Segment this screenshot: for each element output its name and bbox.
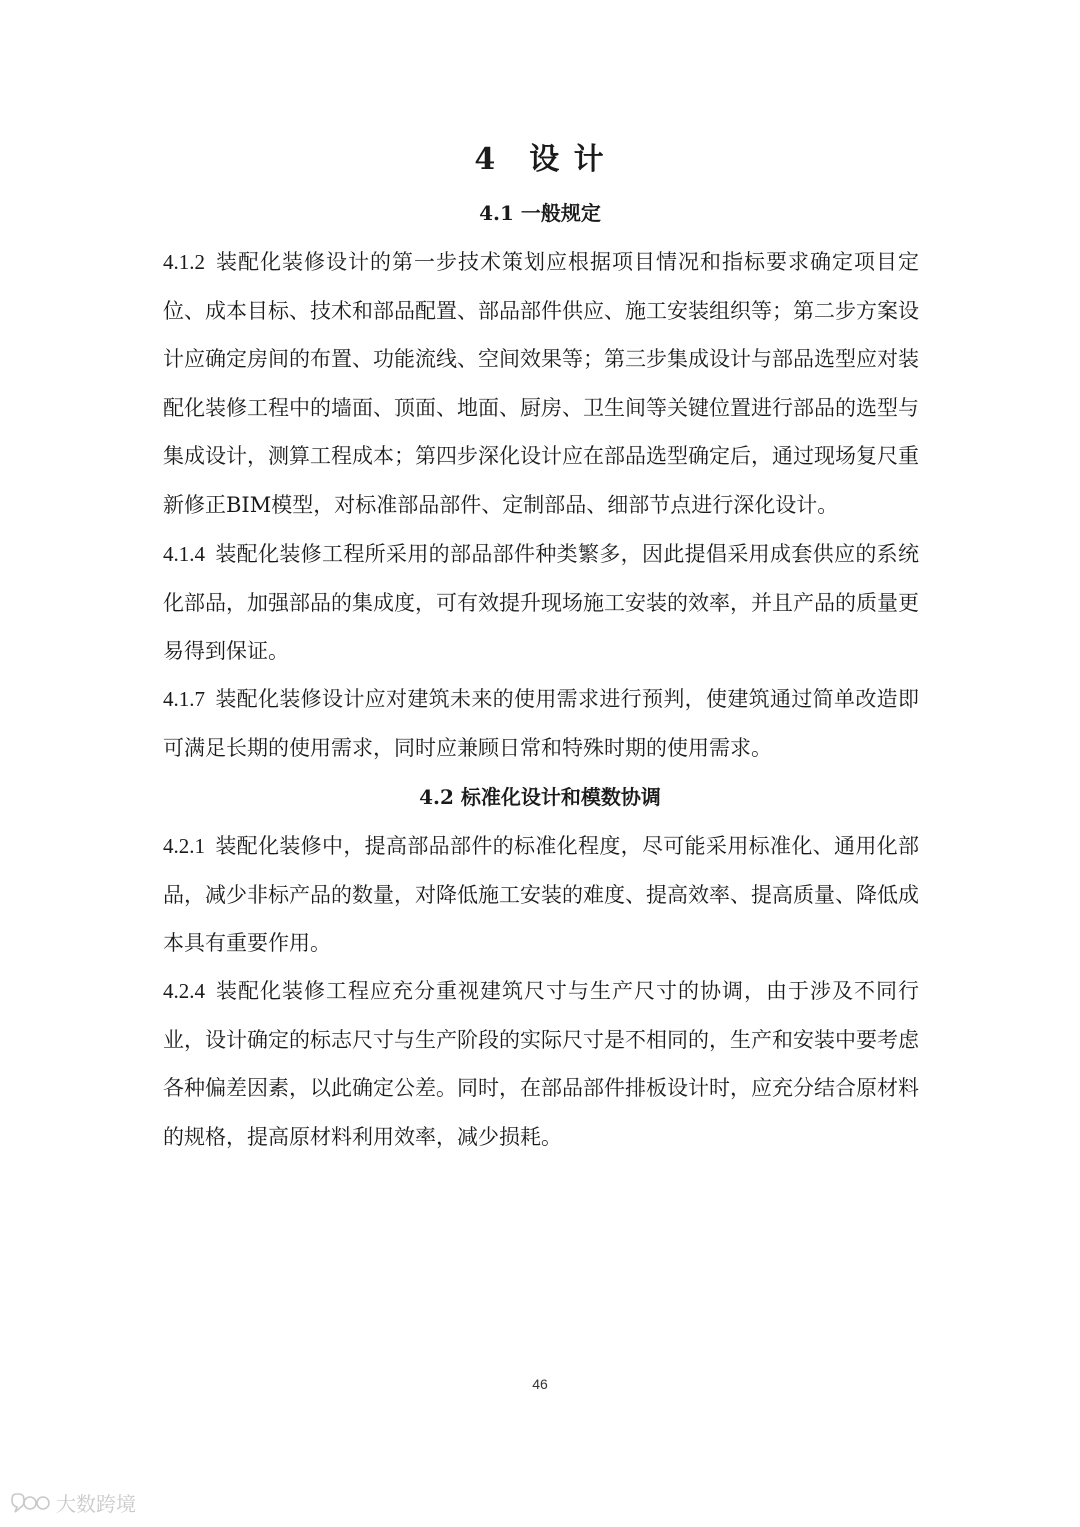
clause-number: 4.1.2 <box>163 250 205 274</box>
clause-4-1-2 <box>163 238 919 529</box>
page-number: 46 <box>532 1376 548 1392</box>
clause-text: 装配化装修设计的第一步技术策划应根据项目情况和指标要求确定项目定位、成本目标、技术和部品配置、部品部件供应、施工安装组织等；第二步方案设计应确定房间的布置、功能流线、空间效果等；第三步集成设计与部品选型应对装配化装修工程中的墙面、顶面、地面、厨房、卫生间等关键位置进行部品的选型与集成设计，测算工程成本；第四步深化设计应在部品选型确定后，通过现场复尺重新修正BIM模型，对标准部品部件、定制部品、细部节点进行深化设计。 <box>163 250 919 517</box>
clause-text: 装配化装修设计应对建筑未来的使用需求进行预判，使建筑通过简单改造即可满足长期的使用需求，同时应兼顾日常和特殊时期的使用需求。 <box>163 687 919 760</box>
clause-text: 装配化装修中，提高部品部件的标准化程度，尽可能采用标准化、通用化部品，减少非标产品的数量，对降低施工安装的难度、提高效率、提高质量、降低成本具有重要作用。 <box>163 834 919 955</box>
clause-number: 4.2.1 <box>163 834 205 858</box>
clause-text: 装配化装修工程所采用的部品部件种类繁多，因此提倡采用成套供应的系统化部品，加强部品的集成度，可有效提升现场施工安装的效率，并且产品的质量更易得到保证。 <box>163 542 919 663</box>
watermark <box>10 1488 136 1517</box>
watermark-text: 大数跨境 <box>56 1492 136 1516</box>
chapter-title: 4 设 计 <box>474 142 606 177</box>
clause-number: 4.1.4 <box>163 542 205 566</box>
clause-4-1-4 <box>163 530 919 676</box>
clause-number: 4.2.4 <box>163 979 205 1003</box>
clause-text: 装配化装修工程应充分重视建筑尺寸与生产尺寸的协调，由于涉及不同行业，设计确定的标志尺寸与生产阶段的实际尺寸是不相同的，生产和安装中要考虑各种偏差因素，以此确定公差。同时，在部品部件排板设计时，应充分结合原材料的规格，提高原材料利用效率，减少损耗。 <box>163 979 919 1149</box>
section-title-4-1: 4.1 一般规定 <box>479 201 601 225</box>
section-title-4-2: 4.2 标准化设计和模数协调 <box>419 785 661 809</box>
clause-4-1-7 <box>163 675 919 772</box>
chat-bubble-logo-icon <box>10 1490 52 1516</box>
clause-number: 4.1.7 <box>163 687 205 711</box>
clause-4-2-1 <box>163 822 919 968</box>
clause-4-2-4 <box>163 967 919 1161</box>
